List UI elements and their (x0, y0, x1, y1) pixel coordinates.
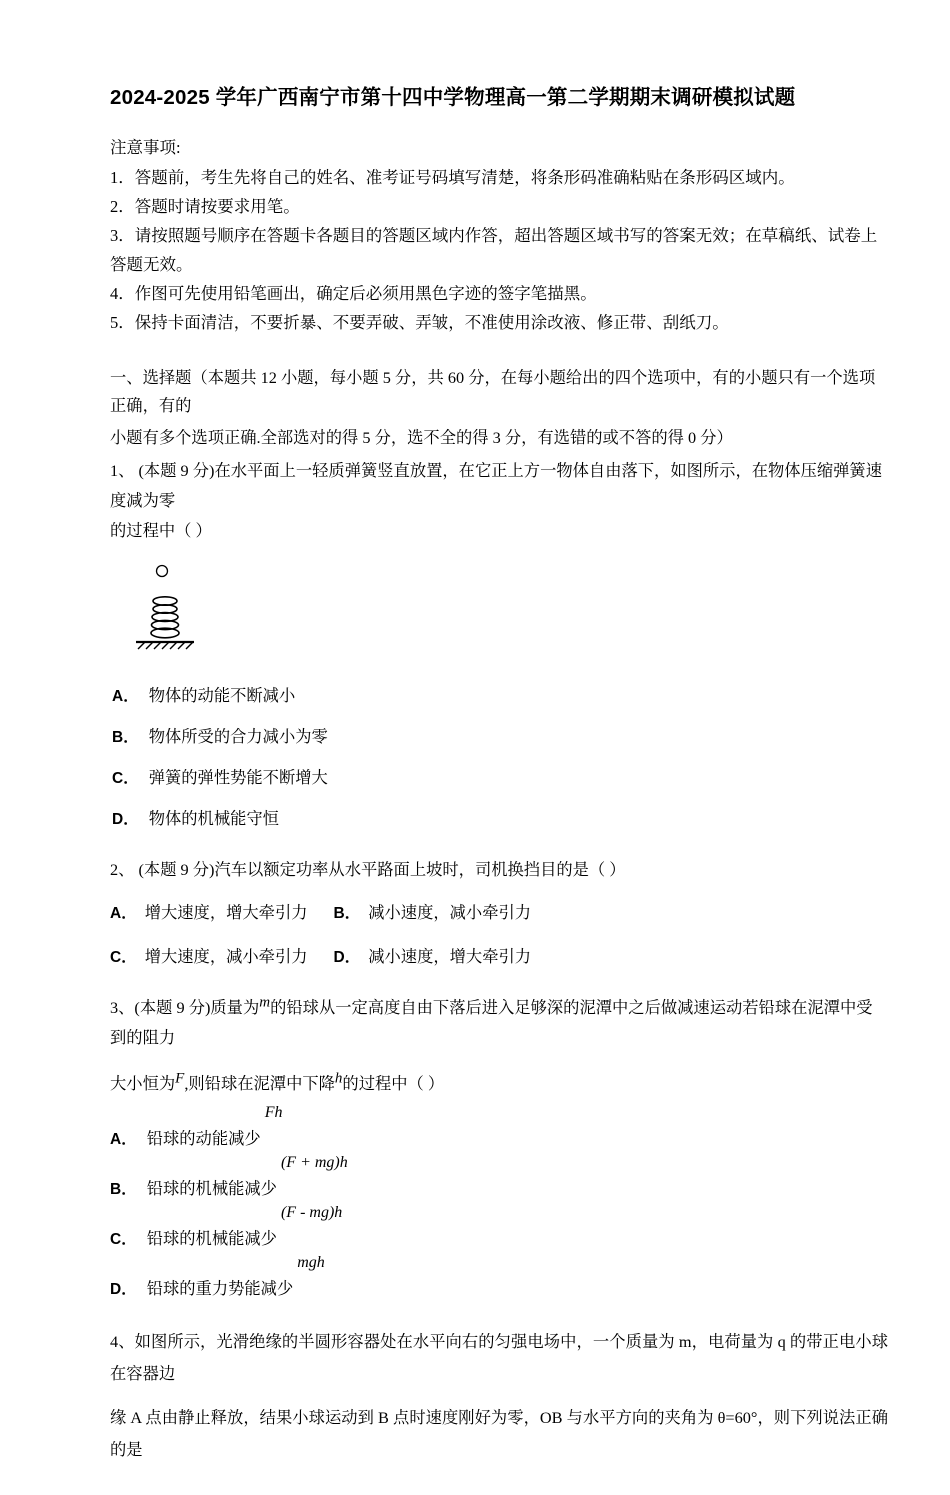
option-text: 减小速度，减小牵引力 (368, 902, 532, 922)
option-formula: mgh (297, 1254, 325, 1272)
option-text: 增大速度，减小牵引力 (144, 946, 308, 966)
question-3-stem-pre: 3、(本题 9 分)质量为 (110, 998, 260, 1018)
option-label: B． (112, 728, 139, 746)
question-4-line-2: 缘 A 点由静止释放，结果小球运动到 B 点时速度刚好为零，OB 与水平方向的夹角为 θ=60°，则下列说法正确的是 (110, 1407, 888, 1459)
option-text: 物体所受的合力减小为零 (148, 726, 328, 746)
option-formula: (F - mg)h (280, 1204, 343, 1222)
option-text: 铅球的机械能减少 (146, 1179, 277, 1199)
option-label: D． (112, 810, 139, 828)
option-label: A． (112, 687, 139, 705)
option-text: 物体的机械能守恒 (148, 808, 279, 828)
option-label: C． (112, 769, 139, 787)
question-3-stem-line-1 (110, 993, 888, 1053)
question-3 (110, 993, 888, 1300)
question-2 (110, 855, 888, 974)
question-2-stem: 2、 (本题 9 分)汽车以额定功率从水平路面上坡时，司机换挡目的是（ ） (110, 859, 626, 879)
question-1-stem-line-1: 1、 (本题 9 分)在水平面上一轻质弹簧竖直放置，在它正上方一物体自由落下，如图所示，在物体压缩弹簧速度减为零 (110, 460, 882, 510)
section-heading-line-2: 小题有多个选项正确.全部选对的得 5 分，选不全的得 3 分，有选错的或不答的得 0 分） (110, 427, 733, 447)
option-label: A． (110, 1131, 137, 1149)
option-label: C． (110, 1231, 137, 1249)
option-label: D． (333, 948, 361, 966)
question-3-stem-line-2 (110, 1069, 888, 1100)
option-text: 铅球的机械能减少 (146, 1229, 277, 1249)
option-formula: (F + mg)h (280, 1154, 348, 1172)
question-3-option-c (110, 1204, 888, 1250)
option-text: 增大速度，增大牵引力 (144, 902, 308, 922)
question-2-options-row-1 (110, 897, 888, 929)
option-text: 铅球的重力势能减少 (146, 1279, 294, 1299)
option-label: C． (110, 948, 137, 966)
option-label: B． (110, 1181, 137, 1199)
question-3-line2-mid: ,则铅球在泥潭中下降 (184, 1074, 335, 1094)
option-formula: Fh (264, 1104, 283, 1122)
option-label: D． (110, 1281, 137, 1299)
question-1-option-d (110, 804, 888, 835)
question-1-option-a (110, 681, 888, 712)
question-1 (110, 456, 888, 835)
question-3-line2-end: 的过程中（ ） (342, 1074, 445, 1094)
page-title: 2024-2025 学年广西南宁市第十四中学物理高一第二学期期末调研模拟试题 (110, 86, 796, 109)
notice-item-1: 1．答题前，考生先将自己的姓名、准考证号码填写清楚，将条形码准确粘贴在条形码区域内。 (110, 168, 795, 188)
notice-item-5: 5．保持卡面清洁，不要折暴、不要弄破、弄皱，不准使用涂改液、修正带、刮纸刀。 (110, 312, 729, 332)
question-3-option-a (110, 1104, 888, 1150)
spring-mass-figure (132, 561, 252, 671)
symbol-m: m (259, 994, 271, 1011)
question-1-option-c (110, 763, 888, 794)
question-3-line2-pre: 大小恒为 (110, 1074, 176, 1094)
option-label: B． (333, 904, 361, 922)
section-heading-line-1: 一、选择题（本题共 12 小题，每小题 5 分，共 60 分，在每小题给出的四个选项中，有的小题只有一个选项正确，有的 (110, 367, 876, 415)
question-3-option-b (110, 1154, 888, 1200)
option-text: 减小速度，增大牵引力 (368, 946, 532, 966)
symbol-h: h (334, 1071, 343, 1088)
question-3-stem-mid: 的铅球从一定高度自由下落后进入足够深的泥潭中之后做减速运动若铅球在泥潭中受到的阻力 (110, 998, 873, 1048)
option-text: 物体的动能不断减小 (148, 685, 296, 705)
question-4-line-1: 4、如图所示，光滑绝缘的半圆形容器处在水平向右的匀强电场中，一个质量为 m，电荷量为 q 的带正电小球在容器边 (110, 1332, 888, 1384)
notice-item-2: 2．答题时请按要求用笔。 (110, 197, 300, 217)
notice-item-4: 4．作图可先使用铅笔画出，确定后必须用黑色字迹的签字笔描黑。 (110, 283, 597, 303)
symbol-F: F (175, 1071, 185, 1088)
option-label: A． (110, 904, 137, 922)
question-1-option-b (110, 722, 888, 753)
option-text: 铅球的动能减少 (146, 1129, 261, 1149)
question-2-options-row-2 (110, 941, 888, 973)
option-text: 弹簧的弹性势能不断增大 (148, 767, 328, 787)
notice-item-3: 3．请按照题号顺序在答题卡各题目的答题区域内作答，超出答题区域书写的答案无效；在草稿纸、试卷上答题无效。 (110, 226, 878, 274)
notice-heading: 注意事项: (110, 137, 181, 157)
question-4 (110, 1326, 888, 1465)
question-1-stem-line-2: 的过程中（ ） (110, 520, 212, 540)
question-3-option-d (110, 1254, 888, 1300)
